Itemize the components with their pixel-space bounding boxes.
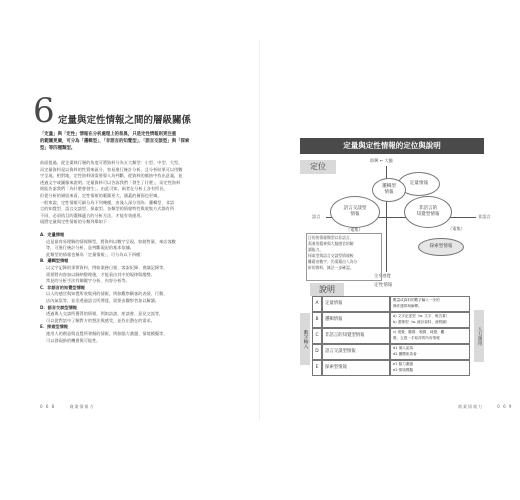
body-line: 現將定量與定性情報的分類列舉如下：	[40, 219, 112, 225]
page-gutter	[259, 40, 260, 420]
item-heading: A．定量情報	[40, 232, 65, 237]
lead-line: 「定量」與「定性」情報在分析處理上的差異，只是定性情報則更注重	[40, 132, 177, 137]
lead-line: 的範圍更廣，可分為「邏輯型」、「非語言的知覺型」、「語言交談型」與「探索	[40, 139, 190, 144]
row-desc	[390, 344, 470, 360]
table-caption: 定性情報	[374, 283, 393, 288]
row-desc	[390, 312, 470, 328]
axis-label-top: 即興 ← 大膽	[370, 158, 393, 163]
band-right-human: 人力運用	[474, 310, 484, 362]
note-line: 目的的情報類型以非語言、	[308, 235, 354, 240]
axis-label-left: 語言	[312, 214, 321, 219]
note-line: 難藉由數字，仍需藉由人為分	[308, 259, 358, 264]
item-list	[40, 232, 176, 344]
item-a	[40, 232, 176, 258]
item-d	[40, 305, 176, 325]
body-line: 而定量資料是以資料的性質來區分，容易進行統計分析，且分析結果可以用數	[40, 166, 183, 172]
desc-line: b) 畫像型（w. 統計資料、流程圖）	[393, 320, 450, 324]
row-name: 語言交談型情報	[322, 344, 390, 360]
lead-line: 型」等四種類型。	[40, 146, 76, 151]
item-c	[40, 285, 176, 305]
row-desc	[390, 328, 470, 344]
item-heading: B．邏輯型情報	[40, 258, 69, 264]
item-line: 等，可進行統計分析，是判斷現況的基本依據。	[46, 245, 134, 251]
item-line: 店內氣氛等，並非透過語言所傳達，需要由觀察者加以解讀。	[46, 297, 160, 303]
arrow-label-right: （電集）	[448, 226, 465, 231]
lead-paragraph	[40, 131, 189, 152]
note-line: 析的資料，無法一步確認。	[308, 265, 354, 270]
table-row	[312, 312, 470, 328]
table-row	[312, 296, 470, 312]
table-row	[312, 328, 470, 344]
desc-line: c) 視覺、聽覺、嗅覺、味覺、觸	[393, 330, 445, 334]
section-tab-position: 定位	[300, 160, 336, 174]
note-line: 探索型與語言交談型情報較	[308, 253, 354, 258]
body-paragraph	[40, 160, 182, 226]
bubble-label: 邏輯型 情報	[382, 184, 396, 195]
item-line: 常見的分析手法有關鍵字分析、內容分析等。	[46, 278, 130, 284]
notes-box	[306, 233, 382, 281]
row-name: 非語言的知覺型情報	[322, 328, 390, 344]
note-line: 需運用精神與大腦感官的解	[308, 241, 354, 246]
desc-line: e1 腦力激盪	[393, 362, 414, 366]
section-tab-explain: 說明	[310, 283, 344, 296]
axis-label-bottom: 全身感覺	[374, 273, 391, 278]
desc-line: 數量或資料的數字輸入一步的	[393, 298, 440, 302]
item-heading: E．探索型情報	[40, 324, 68, 330]
note-line: 讀能力。	[308, 247, 324, 252]
chapter-title: 定量與定性情報之間的層級關係	[58, 115, 192, 126]
body-line: 前面提過，從企畫執行層的角度可將資料分為五大類型：小型、中型、大型，	[40, 160, 183, 165]
band-left-numeric: 數字輸入	[300, 313, 310, 365]
row-desc	[390, 360, 470, 376]
diagram-banner-title: 定量與定性情報的定位與說明	[300, 138, 484, 154]
bubble-nonverbal	[404, 196, 452, 228]
row-letter: C	[312, 328, 322, 344]
item-line: 可以從對話中了解對方的想法與感受，並找出潛在的需求。	[46, 317, 155, 323]
item-line: 這是最容易理解的情報類型，將資料以數字呈現，如銷售量、來店客數	[46, 238, 176, 244]
body-line: 不同，必須依目的選擇適合的分析方法，才能有效運用。	[40, 212, 145, 218]
page-number: 0 6 8	[40, 404, 56, 409]
desc-line: a) 文字記述型（w. 文字、報告書）	[393, 314, 450, 318]
desc-line: 操作運算與解釋。	[393, 304, 422, 308]
item-line: 此類型的情報也稱為「定量情報」，可分為以下四種：	[46, 251, 145, 257]
desc-line: d1 個人訪談	[393, 346, 414, 350]
item-heading: C．非語言的知覺型情報	[40, 284, 85, 290]
bubble-label: 探索型情報	[429, 244, 453, 249]
page-footer-left	[40, 404, 94, 410]
bubble-logic	[372, 178, 406, 202]
desc-line: e2 情境模擬	[393, 368, 414, 372]
item-line: 透過與人交談所獲得的情報，例如訪談、座談會、意見交流等，	[46, 311, 164, 317]
desc-line: 覺、五感一手取得的所有情報	[393, 336, 440, 340]
bubble-exploration	[418, 238, 464, 256]
row-name: 定量情報	[322, 296, 390, 312]
table-row	[312, 360, 470, 376]
row-name: 探索型情報	[322, 360, 390, 376]
axis-label-right: 非語言	[478, 214, 491, 219]
item-line: 可以發現新的機會與可能性。	[46, 337, 101, 343]
row-letter: A	[312, 296, 322, 312]
running-head: 商業情報力	[69, 404, 95, 409]
body-line: 透過文字或圖像來說明。定量資料可以告訴我們「發生了什麼」，而定性資料	[40, 179, 181, 185]
item-line: 以人的感官與知覺所收集到的情報，例如觀察顧客的表情、行動、	[46, 291, 168, 297]
table-row	[312, 344, 470, 360]
bubble-conversation	[330, 196, 380, 228]
body-line: 則能告訴我們「為什麼會發生」。由此可知，兩者在分析上各有所長，	[40, 186, 168, 192]
row-letter: D	[312, 344, 322, 360]
body-line: 言的知覺型、語言交談型、探索型。各類型的情報特性與收集方式都有所	[40, 206, 175, 212]
info-table	[312, 296, 470, 376]
item-e	[40, 324, 176, 344]
body-line: 字呈現。相對地，定性資料則需要靠人為判斷，從資料的脈絡中找出意義，並	[40, 173, 183, 179]
row-letter: B	[312, 312, 322, 328]
running-head: 商業情報力	[458, 404, 483, 409]
bubble-label: 非語言的 知覺型情報	[416, 206, 440, 217]
bubble-label: 定量情報	[409, 181, 429, 186]
desc-line: d2 團體座談會	[393, 352, 417, 356]
page-number: 0 6 9	[497, 404, 513, 409]
item-b	[40, 258, 176, 284]
item-line: 需要將內容加以歸納整理後，才能看出其中的規律與趨勢。	[46, 271, 155, 277]
item-line: 以文字記錄的事實資料，例如業務日報、客訴紀錄、會議記錄等，	[46, 264, 168, 270]
item-line: 運用人的創意與直覺所發掘的情報，例如腦力激盪、情境模擬等，	[46, 330, 168, 336]
page-footer-right	[458, 404, 512, 410]
row-letter: E	[312, 360, 322, 376]
row-desc	[390, 296, 470, 312]
item-heading: D．語言交談型情報	[40, 304, 77, 310]
arrow-label-left: （電集）	[346, 227, 363, 232]
bubble-label: 語言交談型 情報	[343, 206, 367, 217]
body-line: 但從分析的層級來看，定性情報的範圍更大，涵蓋的層面也更廣。	[40, 192, 162, 198]
chapter-number: 6	[33, 91, 55, 131]
body-line: 一般來說，定性情報可細分為下列幾種，由淺入深分別為：邏輯型、非語	[40, 199, 175, 205]
row-name: 邏輯情報	[322, 312, 390, 328]
